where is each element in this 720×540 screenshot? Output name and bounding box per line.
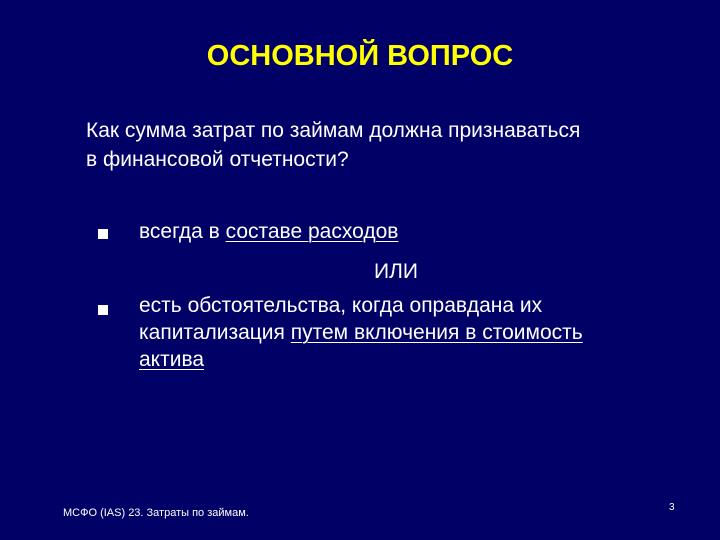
question-text <box>86 116 686 174</box>
bullet-square-icon <box>98 229 108 239</box>
question-line-1: Как сумма затрат по займам должна признаваться <box>86 119 581 142</box>
bullet-2-line-2-underlined: путем включения в стоимость <box>290 321 583 344</box>
slide-title: ОСНОВНОЙ ВОПРОС <box>206 40 514 72</box>
bullet-1-text: всегда в <box>139 220 226 243</box>
bullet-2-line-2-text: капитализация <box>139 321 291 344</box>
bullet-item-expense <box>139 218 679 245</box>
bullet-2-line-3 <box>139 346 679 373</box>
slide-footer: МСФО (IAS) 23. Затраты по займам. <box>63 507 249 519</box>
bullet-2-line-2 <box>139 319 679 346</box>
bullet-2-line-1: есть обстоятельства, когда оправдана их <box>139 294 543 317</box>
bullet-square-icon <box>98 305 108 315</box>
bullet-item-capitalization <box>139 292 679 373</box>
page-number: 3 <box>669 502 675 513</box>
bullet-1-underlined: составе расходов <box>225 220 399 243</box>
or-separator: ИЛИ <box>374 260 418 283</box>
question-line-2: в финансовой отчетности? <box>86 148 349 171</box>
bullet-2-line-3-underlined: актива <box>139 348 205 371</box>
